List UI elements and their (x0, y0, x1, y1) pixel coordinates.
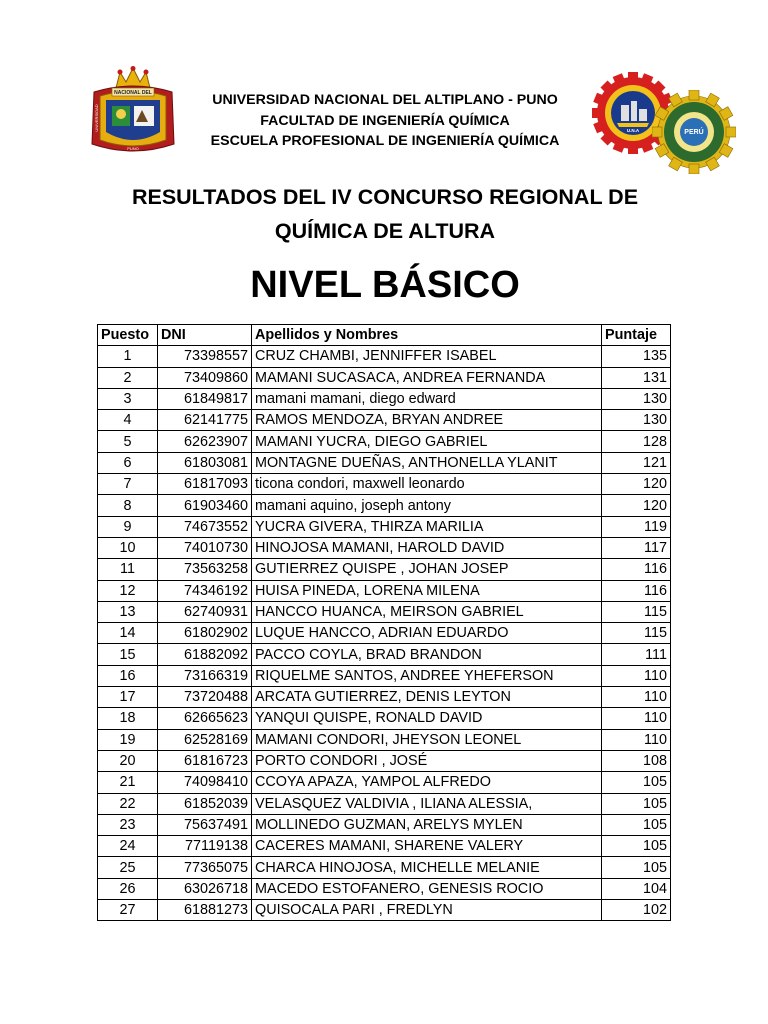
cell-dni: 77365075 (158, 857, 252, 878)
cell-dni: 61903460 (158, 495, 252, 516)
faculty-seal-bottom-text: U.N.A (626, 128, 640, 133)
table-row (98, 665, 671, 686)
cell-dni: 61882092 (158, 644, 252, 665)
cell-name: MACEDO ESTOFANERO, GENESIS ROCIO (252, 878, 602, 899)
cell-puesto: 4 (98, 410, 158, 431)
cell-puesto: 11 (98, 559, 158, 580)
cell-name: HINOJOSA MAMANI, HAROLD DAVID (252, 537, 602, 558)
table-row (98, 729, 671, 750)
cell-name: ARCATA GUTIERREZ, DENIS LEYTON (252, 687, 602, 708)
table-row (98, 793, 671, 814)
cell-name: ticona condori, maxwell leonardo (252, 474, 602, 495)
cell-dni: 73166319 (158, 665, 252, 686)
cell-score: 105 (602, 836, 671, 857)
cell-dni: 74010730 (158, 537, 252, 558)
cell-puesto: 25 (98, 857, 158, 878)
table-row (98, 857, 671, 878)
cell-score: 105 (602, 793, 671, 814)
cell-score: 121 (602, 452, 671, 473)
cell-puesto: 26 (98, 878, 158, 899)
table-row (98, 708, 671, 729)
cell-score: 105 (602, 814, 671, 835)
cell-name: mamani mamani, diego edward (252, 388, 602, 409)
university-crest-logo (86, 66, 180, 162)
cell-dni: 62528169 (158, 729, 252, 750)
cell-dni: 62141775 (158, 410, 252, 431)
cell-name: YUCRA GIVERA, THIRZA MARILIA (252, 516, 602, 537)
header-name: Apellidos y Nombres (252, 325, 602, 346)
table-row (98, 388, 671, 409)
cell-name: MONTAGNE DUEÑAS, ANTHONELLA YLANIT (252, 452, 602, 473)
header-dni: DNI (158, 325, 252, 346)
cell-score: 110 (602, 687, 671, 708)
table-row (98, 814, 671, 835)
cell-puesto: 7 (98, 474, 158, 495)
cell-name: CHARCA HINOJOSA, MICHELLE MELANIE (252, 857, 602, 878)
table-row (98, 431, 671, 452)
cell-dni: 61802902 (158, 623, 252, 644)
cell-puesto: 17 (98, 687, 158, 708)
table-row (98, 559, 671, 580)
cell-score: 110 (602, 665, 671, 686)
cell-score: 110 (602, 729, 671, 750)
table-row (98, 367, 671, 388)
cell-name: HANCCO HUANCA, MEIRSON GABRIEL (252, 601, 602, 622)
cell-score: 120 (602, 495, 671, 516)
cell-score: 102 (602, 900, 671, 921)
cell-puesto: 21 (98, 772, 158, 793)
cell-name: mamani aquino, joseph antony (252, 495, 602, 516)
crest-side-text: UNIVERSIDAD (94, 104, 99, 132)
cell-name: MOLLINEDO GUZMAN, ARELYS MYLEN (252, 814, 602, 835)
cell-puesto: 12 (98, 580, 158, 601)
cell-dni: 63026718 (158, 878, 252, 899)
cell-score: 117 (602, 537, 671, 558)
results-table-body (98, 346, 671, 921)
cell-dni: 62665623 (158, 708, 252, 729)
cell-name: MAMANI CONDORI, JHEYSON LEONEL (252, 729, 602, 750)
cell-dni: 61881273 (158, 900, 252, 921)
cell-score: 130 (602, 388, 671, 409)
cell-score: 116 (602, 559, 671, 580)
cell-name: CCOYA APAZA, YAMPOL ALFREDO (252, 772, 602, 793)
title-line-2: QUÍMICA DE ALTURA (274, 219, 496, 243)
cell-puesto: 24 (98, 836, 158, 857)
table-row (98, 452, 671, 473)
cell-dni: 61852039 (158, 793, 252, 814)
table-row (98, 346, 671, 367)
cell-puesto: 27 (98, 900, 158, 921)
results-title (60, 180, 710, 248)
table-row (98, 750, 671, 771)
cell-puesto: 16 (98, 665, 158, 686)
level-heading: NIVEL BÁSICO (250, 264, 520, 306)
cell-dni: 61817093 (158, 474, 252, 495)
header-score: Puntaje (602, 325, 671, 346)
cell-score: 105 (602, 857, 671, 878)
cell-puesto: 22 (98, 793, 158, 814)
table-row (98, 687, 671, 708)
cell-score: 131 (602, 367, 671, 388)
crest-banner-text: NACIONAL DEL (114, 90, 152, 97)
cell-dni: 61849817 (158, 388, 252, 409)
cell-score: 104 (602, 878, 671, 899)
cell-name: CACERES MAMANI, SHARENE VALERY (252, 836, 602, 857)
cell-dni: 61803081 (158, 452, 252, 473)
cell-score: 111 (602, 644, 671, 665)
cell-puesto: 19 (98, 729, 158, 750)
cell-name: QUISOCALA PARI , FREDLYN (252, 900, 602, 921)
cell-dni: 73720488 (158, 687, 252, 708)
cell-puesto: 6 (98, 452, 158, 473)
cell-dni: 75637491 (158, 814, 252, 835)
cell-dni: 73398557 (158, 346, 252, 367)
cell-score: 130 (602, 410, 671, 431)
cell-score: 120 (602, 474, 671, 495)
cell-puesto: 5 (98, 431, 158, 452)
cell-score: 128 (602, 431, 671, 452)
cell-name: MAMANI YUCRA, DIEGO GABRIEL (252, 431, 602, 452)
cell-puesto: 8 (98, 495, 158, 516)
table-row (98, 410, 671, 431)
cell-dni: 62740931 (158, 601, 252, 622)
table-row (98, 878, 671, 899)
cell-puesto: 20 (98, 750, 158, 771)
cell-name: LUQUE HANCCO, ADRIAN EDUARDO (252, 623, 602, 644)
cell-score: 105 (602, 772, 671, 793)
header-puesto: Puesto (98, 325, 158, 346)
table-row (98, 580, 671, 601)
cell-puesto: 13 (98, 601, 158, 622)
cell-dni: 74673552 (158, 516, 252, 537)
crown-icon (116, 66, 150, 88)
cell-name: YANQUI QUISPE, RONALD DAVID (252, 708, 602, 729)
institution-header (180, 90, 590, 152)
table-row (98, 474, 671, 495)
cell-dni: 74098410 (158, 772, 252, 793)
cell-name: RAMOS MENDOZA, BRYAN ANDREE (252, 410, 602, 431)
crest-bottom-text: PUNO (127, 146, 139, 151)
cell-dni: 73409860 (158, 367, 252, 388)
cell-score: 110 (602, 708, 671, 729)
cell-name: HUISA PINEDA, LORENA MILENA (252, 580, 602, 601)
cell-name: MAMANI SUCASACA, ANDREA FERNANDA (252, 367, 602, 388)
university-name: UNIVERSIDAD NACIONAL DEL ALTIPLANO - PUNO (212, 92, 558, 108)
cell-dni: 62623907 (158, 431, 252, 452)
cell-puesto: 18 (98, 708, 158, 729)
table-row (98, 601, 671, 622)
cell-score: 119 (602, 516, 671, 537)
faculty-name: FACULTAD DE INGENIERÍA QUÍMICA (260, 112, 510, 129)
cell-score: 115 (602, 623, 671, 644)
gear-center-text: PERÚ (684, 129, 704, 136)
cell-puesto: 1 (98, 346, 158, 367)
cell-puesto: 14 (98, 623, 158, 644)
cell-score: 135 (602, 346, 671, 367)
cell-puesto: 23 (98, 814, 158, 835)
table-header-row (98, 325, 671, 346)
cell-score: 115 (602, 601, 671, 622)
table-row (98, 623, 671, 644)
industrial-gear-logo (652, 90, 736, 174)
cell-name: PORTO CONDORI , JOSÉ (252, 750, 602, 771)
cell-dni: 74346192 (158, 580, 252, 601)
school-name: ESCUELA PROFESIONAL DE INGENIERÍA QUÍMICA (210, 133, 560, 149)
table-row (98, 836, 671, 857)
table-row (98, 644, 671, 665)
cell-puesto: 9 (98, 516, 158, 537)
cell-score: 108 (602, 750, 671, 771)
table-row (98, 495, 671, 516)
cell-name: RIQUELME SANTOS, ANDREE YHEFERSON (252, 665, 602, 686)
title-line-1: RESULTADOS DEL IV CONCURSO REGIONAL DE (131, 185, 639, 209)
cell-puesto: 3 (98, 388, 158, 409)
cell-name: CRUZ CHAMBI, JENNIFFER ISABEL (252, 346, 602, 367)
cell-puesto: 10 (98, 537, 158, 558)
results-table (97, 324, 671, 921)
cell-name: VELASQUEZ VALDIVIA , ILIANA ALESSIA, (252, 793, 602, 814)
table-row (98, 772, 671, 793)
cell-puesto: 2 (98, 367, 158, 388)
cell-dni: 73563258 (158, 559, 252, 580)
table-row (98, 516, 671, 537)
table-row (98, 537, 671, 558)
cell-score: 116 (602, 580, 671, 601)
cell-dni: 61816723 (158, 750, 252, 771)
table-row (98, 900, 671, 921)
cell-puesto: 15 (98, 644, 158, 665)
cell-name: GUTIERREZ QUISPE , JOHAN JOSEP (252, 559, 602, 580)
cell-dni: 77119138 (158, 836, 252, 857)
cell-name: PACCO COYLA, BRAD BRANDON (252, 644, 602, 665)
